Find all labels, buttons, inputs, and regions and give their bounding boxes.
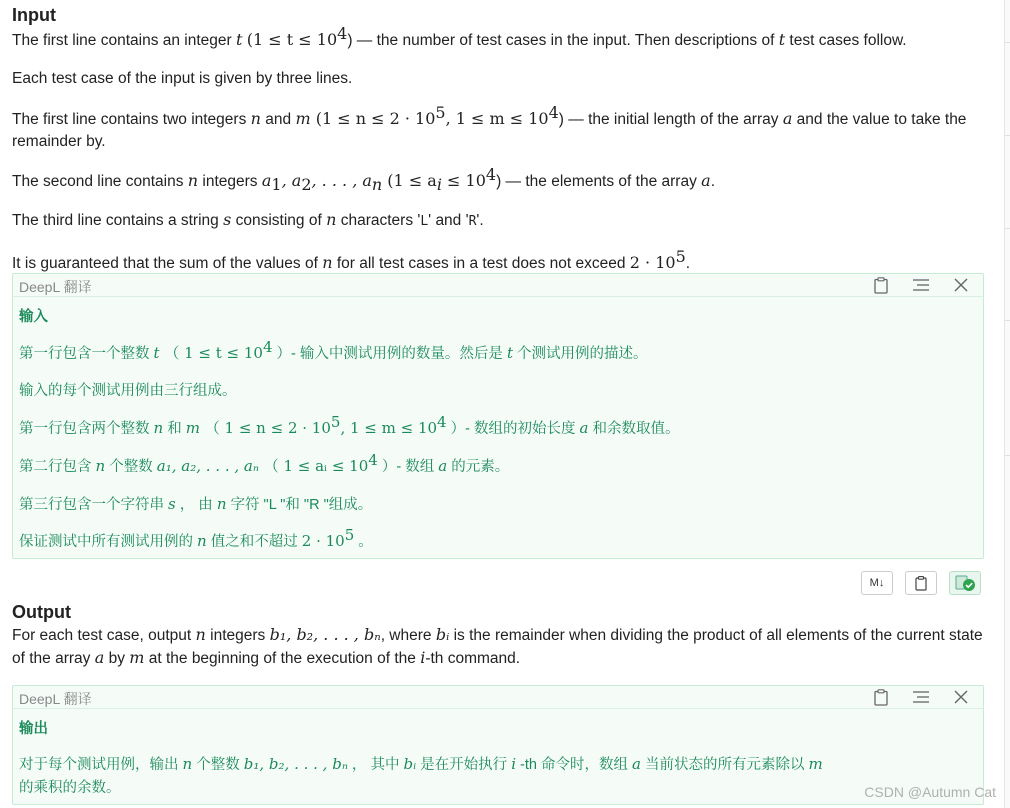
deepl-line-1 bbox=[19, 338, 648, 363]
code: R bbox=[468, 214, 477, 229]
input-heading: Input bbox=[12, 5, 56, 25]
text: 当前状态的所有元素除以 bbox=[640, 757, 809, 773]
math: 2 · 10 bbox=[301, 532, 345, 550]
code: L bbox=[420, 214, 429, 229]
text: for all test cases in a test does not exceed bbox=[332, 255, 630, 272]
math-sub: 1 bbox=[271, 175, 282, 195]
clipboard-icon[interactable] bbox=[869, 276, 893, 294]
deepl-brand-label: DeepL 翻译 bbox=[19, 279, 92, 295]
text: -th 命令时，数组 bbox=[516, 757, 633, 773]
input-paragraph-1 bbox=[12, 23, 984, 52]
output-paragraph-1 bbox=[12, 624, 984, 670]
math-var: m bbox=[808, 755, 823, 773]
math: (1 ≤ t ≤ 10 bbox=[246, 30, 338, 49]
text: It is guaranteed that the sum of the values of bbox=[12, 255, 323, 272]
clipboard-icon bbox=[915, 576, 927, 591]
text: 第一行包含一个整数 bbox=[19, 346, 154, 362]
math-var: n bbox=[197, 532, 207, 550]
math-var: a bbox=[94, 648, 105, 667]
math-sub: n bbox=[371, 175, 383, 195]
watermark: CSDN @Autumn Cat bbox=[864, 784, 996, 800]
deepl-title: 输出 bbox=[19, 721, 48, 737]
math: , 1 ≤ m ≤ 10 bbox=[445, 109, 549, 128]
deepl-line-3 bbox=[19, 413, 680, 438]
text: 值之和不超过 bbox=[206, 534, 302, 550]
text: ) — the initial length of the array bbox=[558, 111, 783, 128]
math: (1 ≤ a bbox=[382, 171, 437, 190]
deepl-line-2: 的乘积的余数。 bbox=[19, 780, 121, 796]
text: The first line contains an integer bbox=[12, 32, 237, 49]
math-sub: i bbox=[436, 175, 442, 195]
translate-toggle-button[interactable] bbox=[949, 571, 981, 595]
text: 和余数取值。 bbox=[588, 421, 680, 437]
translate-check-icon bbox=[954, 574, 976, 592]
input-paragraph-6 bbox=[12, 246, 984, 275]
math: 2 · 10 bbox=[629, 253, 676, 272]
input-paragraph-2: Each test case of the input is given by three lines. bbox=[12, 70, 353, 87]
math-exp: 5 bbox=[675, 246, 686, 266]
text: -th command. bbox=[425, 650, 521, 667]
math-var: s bbox=[223, 210, 232, 229]
text: 。 bbox=[354, 534, 373, 550]
math-var: a bbox=[579, 419, 589, 437]
text: . bbox=[710, 173, 715, 190]
math-exp: 4 bbox=[368, 451, 378, 470]
math-var: t bbox=[153, 344, 160, 362]
text: 第二行包含 bbox=[19, 459, 96, 475]
math-var: t bbox=[778, 30, 786, 49]
math: （ 1 ≤ t ≤ 10 bbox=[159, 344, 263, 362]
text: integers bbox=[205, 627, 270, 644]
text: ) — the number of test cases in the input. Then descriptions of bbox=[347, 32, 779, 49]
deepl-line-6 bbox=[19, 526, 373, 551]
text: is the remainder when dividing the product of all elements of the current state of the array bbox=[12, 627, 983, 667]
right-scroll-edge bbox=[1004, 0, 1010, 808]
close-icon[interactable] bbox=[949, 688, 973, 706]
text: 个测试用例的描述。 bbox=[512, 346, 648, 362]
input-paragraph-3 bbox=[12, 102, 984, 153]
text: ）- 输入中测试用例的数量。然后是 bbox=[272, 346, 507, 362]
text: 第三行包含一个字符串 bbox=[19, 497, 169, 513]
math-var: n bbox=[326, 210, 337, 229]
math-exp: 4 bbox=[337, 23, 348, 43]
math-var: , . . . , a bbox=[311, 171, 372, 190]
math-var: t bbox=[236, 30, 243, 49]
math-var: a bbox=[632, 755, 641, 773]
math-var: a bbox=[438, 457, 448, 475]
math-var: a bbox=[782, 109, 793, 128]
clipboard-icon[interactable] bbox=[869, 688, 893, 706]
math-var: n bbox=[187, 171, 199, 190]
text: test cases follow. bbox=[785, 32, 907, 49]
math-var: bᵢ bbox=[435, 625, 450, 644]
text: at the beginning of the execution of the bbox=[144, 650, 421, 667]
input-paragraph-4 bbox=[12, 164, 984, 195]
deepl-translation-panel-input bbox=[12, 273, 984, 559]
math-var: a bbox=[261, 171, 272, 190]
text: ' and ' bbox=[428, 212, 469, 229]
math: , 1 ≤ m ≤ 10 bbox=[340, 419, 438, 437]
math: （ 1 ≤ n ≤ 2 · 10 bbox=[200, 419, 331, 437]
math-var: b₁, b₂, . . . , bₙ bbox=[269, 625, 381, 644]
text: ， 由 bbox=[175, 497, 217, 513]
math-var: n bbox=[322, 253, 333, 272]
text: 保证测试中所有测试用例的 bbox=[19, 534, 198, 550]
deepl-line-1 bbox=[19, 753, 823, 774]
text: 是在开始执行 bbox=[416, 757, 512, 773]
math: （ 1 ≤ aᵢ ≤ 10 bbox=[258, 457, 369, 475]
translation-toolbar bbox=[861, 571, 981, 595]
math-exp: 5 bbox=[435, 102, 446, 122]
deepl-panel-actions bbox=[869, 688, 973, 706]
text: 和 bbox=[163, 421, 186, 437]
deepl-panel-actions bbox=[869, 276, 973, 294]
text: 第一行包含两个整数 bbox=[19, 421, 154, 437]
math-var: a₁, a₂, . . . , aₙ bbox=[156, 457, 259, 475]
math-var: m bbox=[129, 648, 145, 667]
math-var: n bbox=[250, 109, 261, 128]
math: ≤ 10 bbox=[441, 171, 486, 190]
input-section bbox=[12, 0, 984, 275]
math-exp: 4 bbox=[262, 338, 273, 357]
math-exp: 4 bbox=[548, 102, 559, 122]
close-icon[interactable] bbox=[949, 276, 973, 294]
text: The first line contains two integers bbox=[12, 111, 251, 128]
text: characters ' bbox=[336, 212, 421, 229]
deepl-line-4 bbox=[19, 451, 510, 476]
align-lines-icon[interactable] bbox=[909, 688, 933, 706]
math-var: b₁, b₂, . . . , bₙ bbox=[243, 755, 348, 773]
math-var: bᵢ bbox=[403, 755, 417, 773]
text: 对于每个测试用例，输出 bbox=[19, 757, 183, 773]
edge-mark bbox=[1004, 135, 1010, 136]
math-var: n bbox=[182, 755, 193, 773]
deepl-brand-label: DeepL 翻译 bbox=[19, 691, 92, 707]
math-var: n bbox=[195, 625, 206, 644]
math-var: , a bbox=[281, 171, 302, 190]
text: , where bbox=[380, 627, 436, 644]
math-var: n bbox=[95, 457, 106, 475]
text: For each test case, output bbox=[12, 627, 196, 644]
edge-mark bbox=[1004, 42, 1010, 43]
deepl-translation-panel-output bbox=[12, 685, 984, 805]
text: consisting of bbox=[231, 212, 327, 229]
text: and bbox=[260, 111, 296, 128]
math-var: n bbox=[216, 495, 227, 513]
math-var: a bbox=[701, 171, 711, 190]
deepl-line-2: 输入的每个测试用例由三行组成。 bbox=[19, 383, 237, 399]
text: . bbox=[685, 255, 691, 272]
math: (1 ≤ n ≤ 2 · 10 bbox=[310, 109, 436, 128]
math-var: m bbox=[185, 419, 200, 437]
text: 字符 "L "和 "R "组成。 bbox=[226, 497, 373, 513]
math-var: n bbox=[153, 419, 164, 437]
align-lines-icon[interactable] bbox=[909, 276, 933, 294]
text: ）- 数组 bbox=[377, 459, 439, 475]
text: '. bbox=[476, 212, 484, 229]
input-paragraph-5 bbox=[12, 209, 984, 233]
math-sub: 2 bbox=[301, 175, 312, 195]
text: ) — the elements of the array bbox=[496, 173, 702, 190]
deepl-line-5 bbox=[19, 493, 372, 514]
deepl-panel-header bbox=[13, 274, 983, 297]
math-exp: 5 bbox=[330, 413, 341, 432]
math-var: m bbox=[295, 109, 311, 128]
text: 的元素。 bbox=[447, 459, 510, 475]
deepl-panel-header bbox=[13, 686, 983, 709]
text: by bbox=[104, 650, 130, 667]
math-exp: 5 bbox=[344, 526, 355, 545]
edge-mark bbox=[1004, 320, 1010, 321]
output-heading: Output bbox=[12, 602, 71, 622]
markdown-button[interactable]: M↓ bbox=[861, 571, 893, 595]
text: The third line contains a string bbox=[12, 212, 224, 229]
math-var: i bbox=[420, 648, 426, 667]
text: 个整数 bbox=[192, 757, 244, 773]
math-var: i bbox=[511, 755, 516, 773]
text: and the value to take the remainder by. bbox=[12, 111, 967, 150]
edge-mark bbox=[1004, 228, 1010, 229]
output-section bbox=[12, 600, 984, 670]
text: 个整数 bbox=[105, 459, 157, 475]
text: ）- 数组的初始长度 bbox=[446, 421, 580, 437]
text: The second line contains bbox=[12, 173, 188, 190]
math-exp: 4 bbox=[485, 164, 497, 184]
edge-mark bbox=[1004, 455, 1010, 456]
text: integers bbox=[198, 173, 262, 190]
text: ， 其中 bbox=[347, 757, 404, 773]
copy-button[interactable] bbox=[905, 571, 937, 595]
math-var: s bbox=[168, 495, 176, 513]
math-var: t bbox=[506, 344, 513, 362]
math-exp: 4 bbox=[437, 413, 447, 432]
deepl-title: 输入 bbox=[19, 309, 48, 325]
